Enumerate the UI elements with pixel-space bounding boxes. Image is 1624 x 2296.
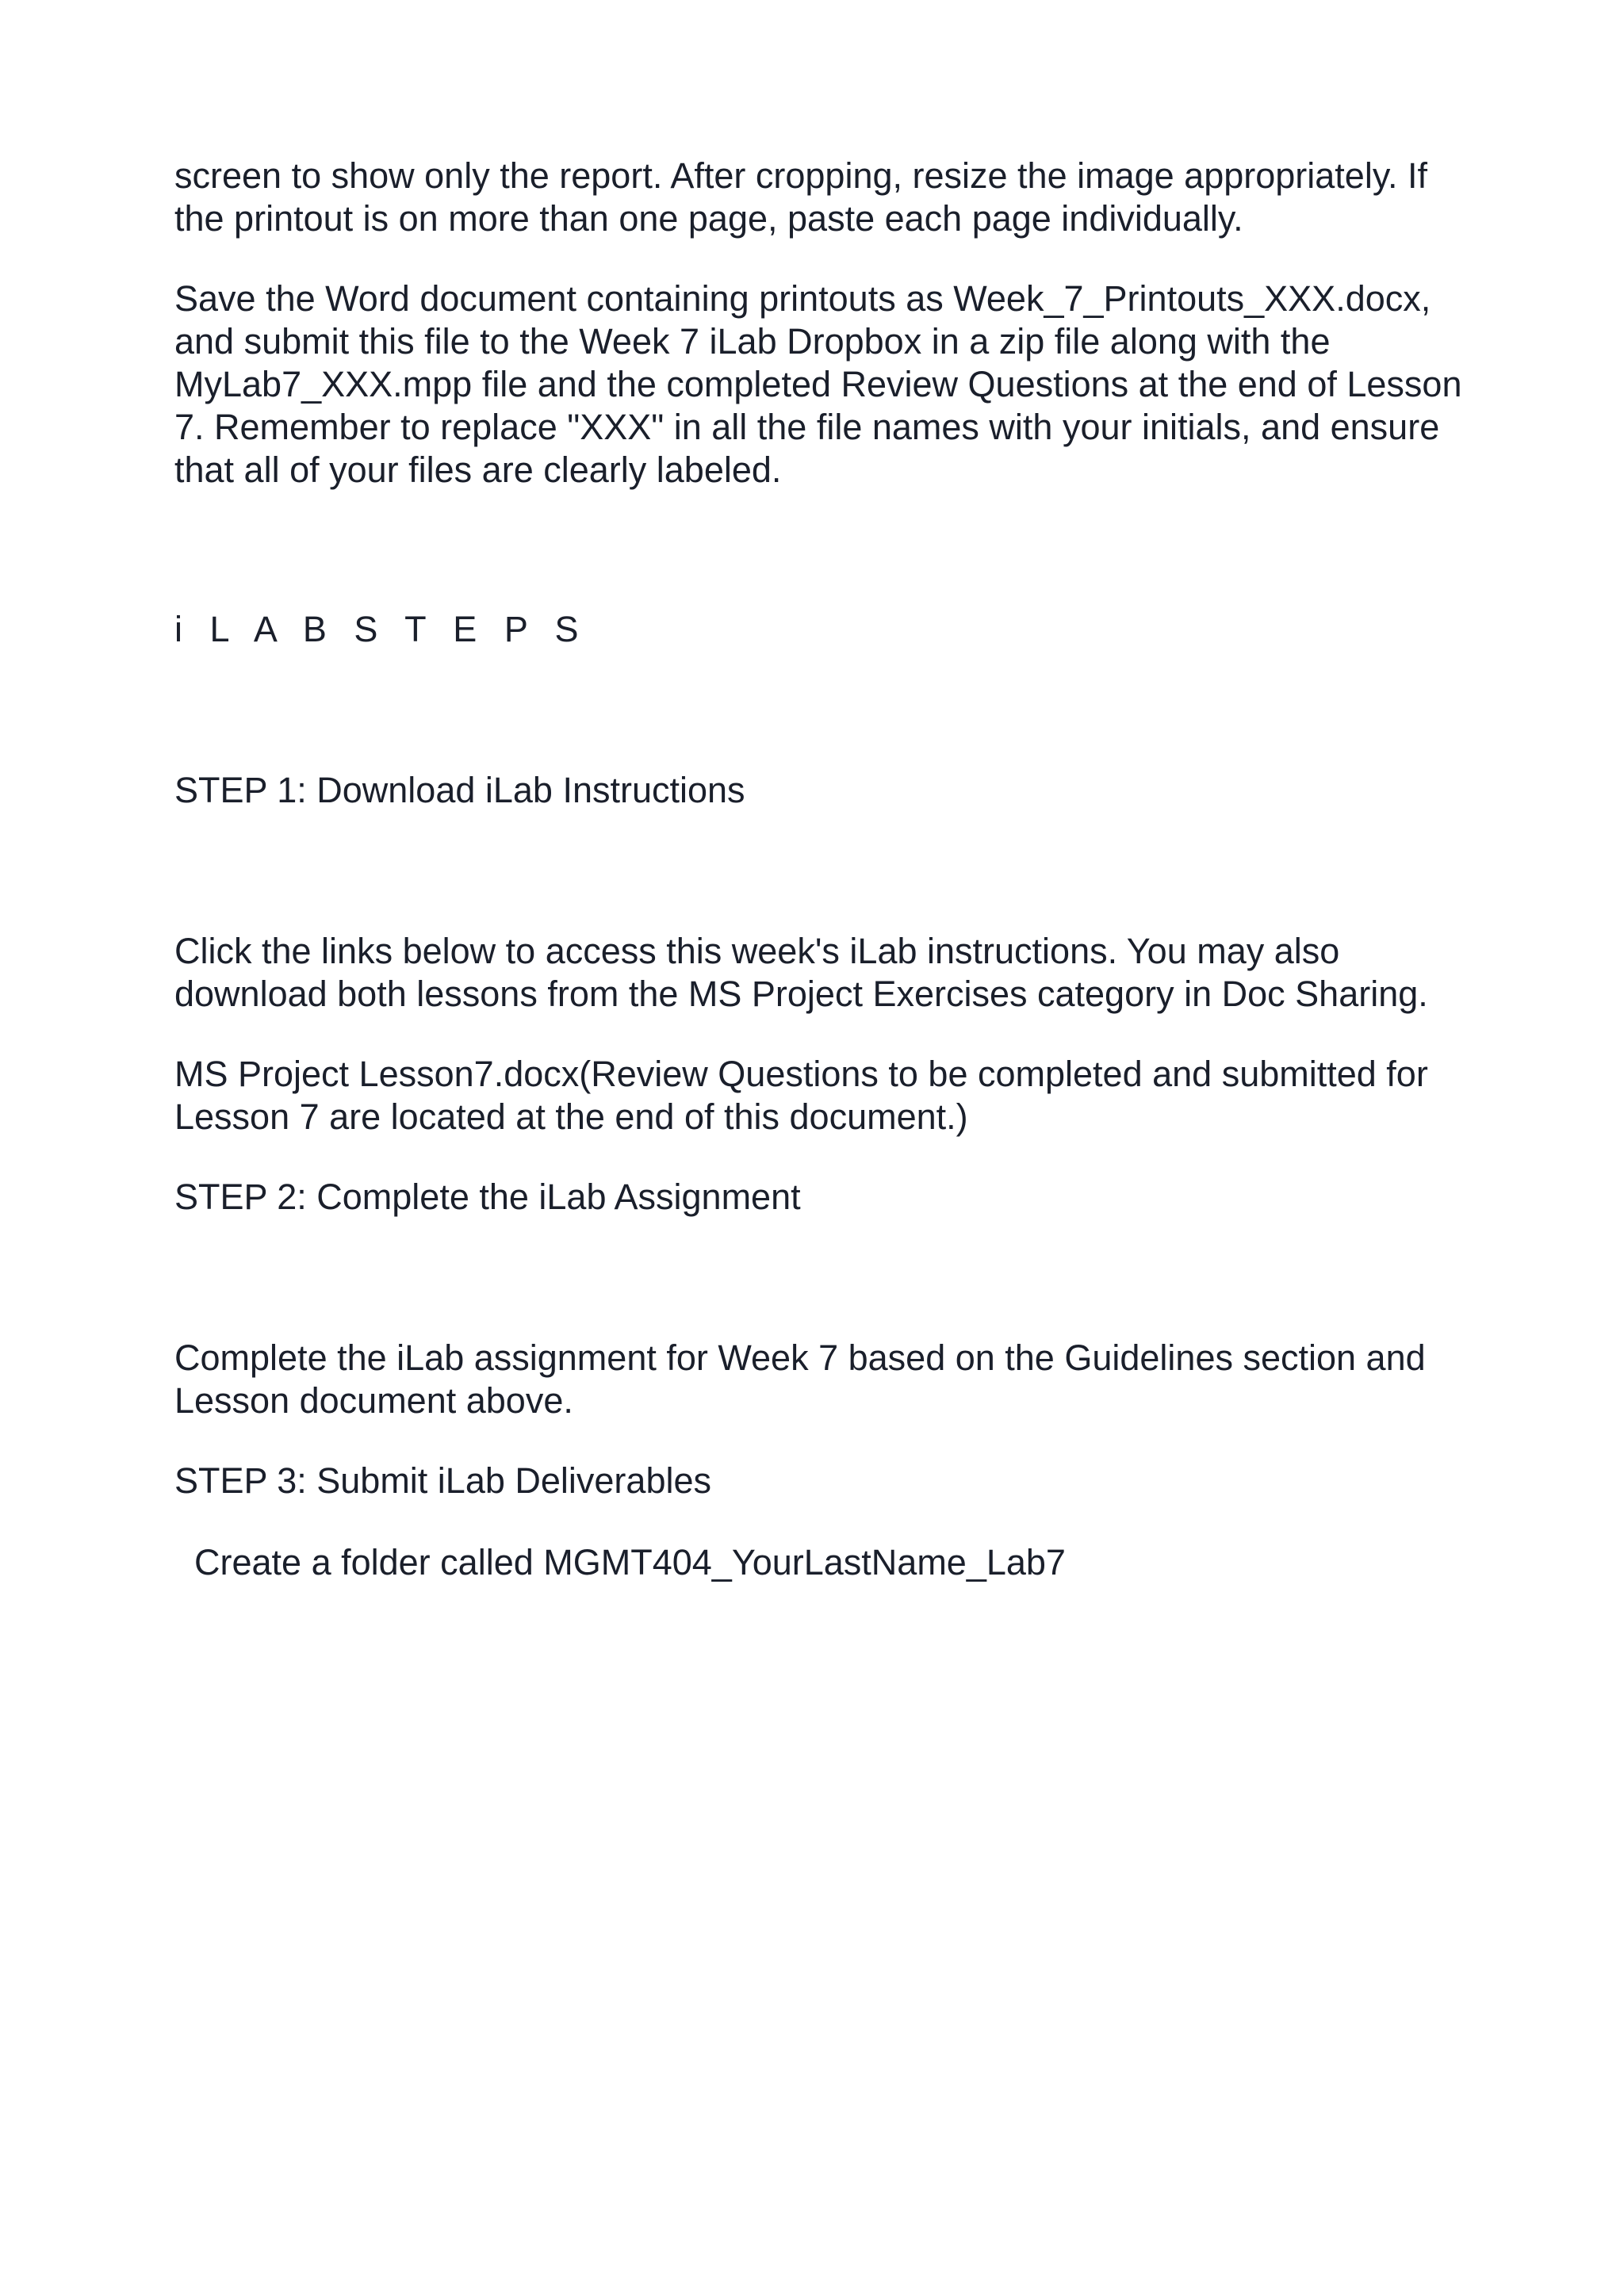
- text-line: screen to show only the report. After cropping, resize the image appropriately. If: [174, 155, 1427, 196]
- paragraph-save-instructions: [174, 277, 1522, 492]
- step2-heading: STEP 2: Complete the iLab Assignment: [174, 1177, 801, 1217]
- folder-instruction: Create a folder called MGMT404_YourLastName_Lab7: [194, 1542, 1066, 1582]
- lesson-document-link[interactable]: MS Project Lesson7.docx(Review Questions to be completed and submitted for: [174, 1054, 1428, 1094]
- text-line: MyLab7_XXX.mpp file and the completed Review Questions at the end of Lesson: [174, 364, 1462, 404]
- paragraph-screen-crop: [174, 155, 1522, 240]
- text-line: and submit this file to the Week 7 iLab Dropbox in a zip file along with the: [174, 321, 1331, 362]
- text-line: Lesson document above.: [174, 1380, 573, 1421]
- step3-heading: STEP 3: Submit iLab Deliverables: [174, 1460, 711, 1501]
- paragraph-complete-assignment: [174, 1337, 1522, 1422]
- text-line: 7. Remember to replace "XXX" in all the file names with your initials, and ensure: [174, 407, 1440, 447]
- step1-heading: STEP 1: Download iLab Instructions: [174, 770, 745, 810]
- paragraph-lesson-document: [174, 1053, 1522, 1138]
- text-line: Lesson 7 are located at the end of this document.): [174, 1096, 968, 1137]
- text-line: Complete the iLab assignment for Week 7 based on the Guidelines section and: [174, 1337, 1426, 1378]
- text-line: Save the Word document containing printouts as Week_7_Printouts_XXX.docx,: [174, 278, 1431, 319]
- text-line: that all of your files are clearly labeled.: [174, 450, 782, 490]
- text-line: the printout is on more than one page, paste each page individually.: [174, 198, 1243, 239]
- text-line: Click the links below to access this week's iLab instructions. You may also: [174, 931, 1340, 971]
- ilab-steps-heading: i L A B S T E P S: [174, 609, 588, 649]
- text-line: download both lessons from the MS Project Exercises category in Doc Sharing.: [174, 974, 1428, 1014]
- paragraph-click-links: [174, 930, 1522, 1016]
